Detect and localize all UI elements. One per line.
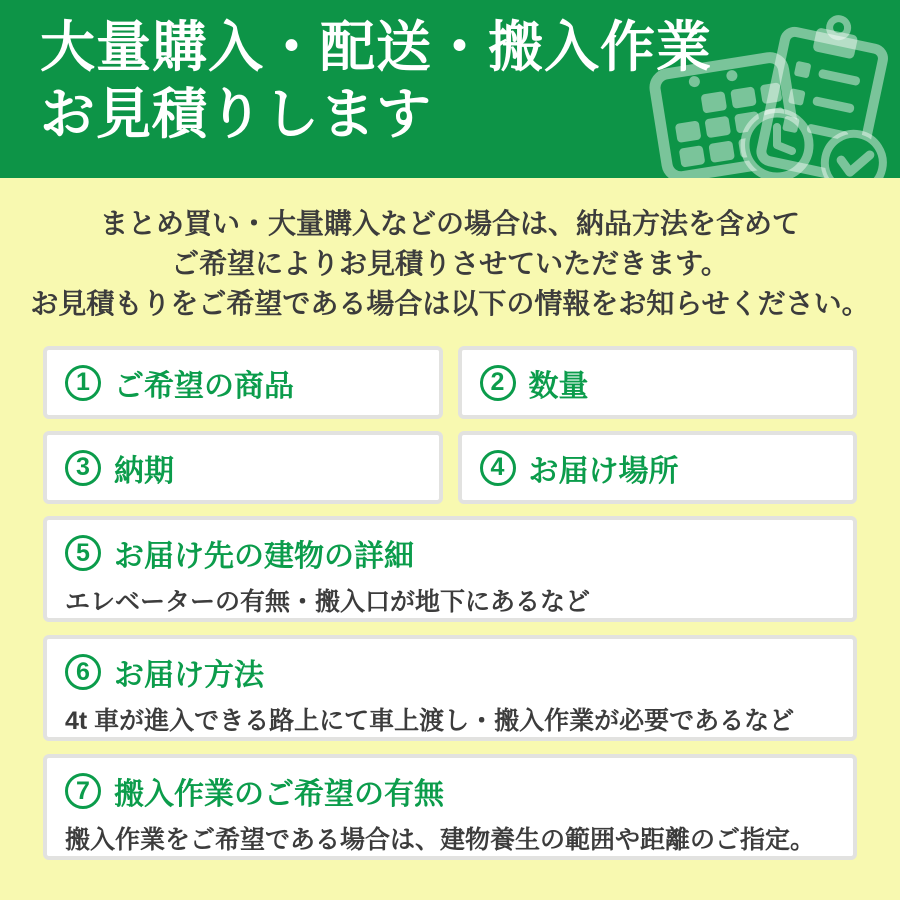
item-label: お届け先の建物の詳細 — [114, 540, 414, 573]
intro-line-1: まとめ買い・大量購入などの場合は、納品方法を含めて — [99, 208, 800, 239]
item-grid — [43, 346, 857, 504]
item-box-4 — [458, 431, 858, 504]
intro-line-2: ご希望によりお見積りさせていただきます。 — [171, 248, 729, 279]
item-note: 搬入作業をご希望である場合は、建物養生の範囲や距離のご指定。 — [65, 826, 816, 854]
item-label: 数量 — [528, 369, 589, 403]
item-label: お届け場所 — [528, 454, 679, 488]
item-note: 4t 車が進入できる路上にて車上渡し・搬入作業が必要であるなど — [65, 707, 795, 735]
item-box-6 — [43, 635, 857, 741]
header-banner — [0, 0, 900, 178]
banner-title — [40, 14, 712, 148]
item-number-badge: 6 — [65, 654, 101, 690]
item-box-1 — [43, 346, 443, 419]
item-number-badge: 4 — [480, 450, 516, 486]
item-label: 納期 — [114, 454, 174, 488]
item-box-7 — [43, 754, 857, 860]
item-title-row — [65, 531, 835, 575]
item-box-2 — [458, 346, 858, 419]
item-label: ご希望の商品 — [114, 369, 294, 403]
item-number-badge: 5 — [65, 535, 101, 571]
banner-title-line2: お見積りします — [40, 83, 433, 145]
banner-title-line1: 大量購入・配送・搬入作業 — [40, 16, 713, 78]
item-box-3 — [43, 431, 443, 504]
item-label: お届け方法 — [114, 659, 264, 692]
item-title-row — [65, 769, 835, 813]
item-stack — [43, 516, 857, 860]
item-note: エレベーターの有無・搬入口が地下にあるなど — [65, 588, 591, 616]
intro-line-3: お見積もりをご希望である場合は以下の情報をお知らせください。 — [30, 288, 870, 319]
item-label: 搬入作業のご希望の有無 — [114, 778, 444, 811]
item-number-badge: 3 — [65, 450, 101, 486]
intro-paragraph — [0, 204, 900, 324]
item-number-badge: 1 — [65, 365, 101, 401]
item-title-row — [65, 650, 835, 694]
item-number-badge: 2 — [480, 365, 516, 401]
item-number-badge: 7 — [65, 773, 101, 809]
item-box-5 — [43, 516, 857, 622]
